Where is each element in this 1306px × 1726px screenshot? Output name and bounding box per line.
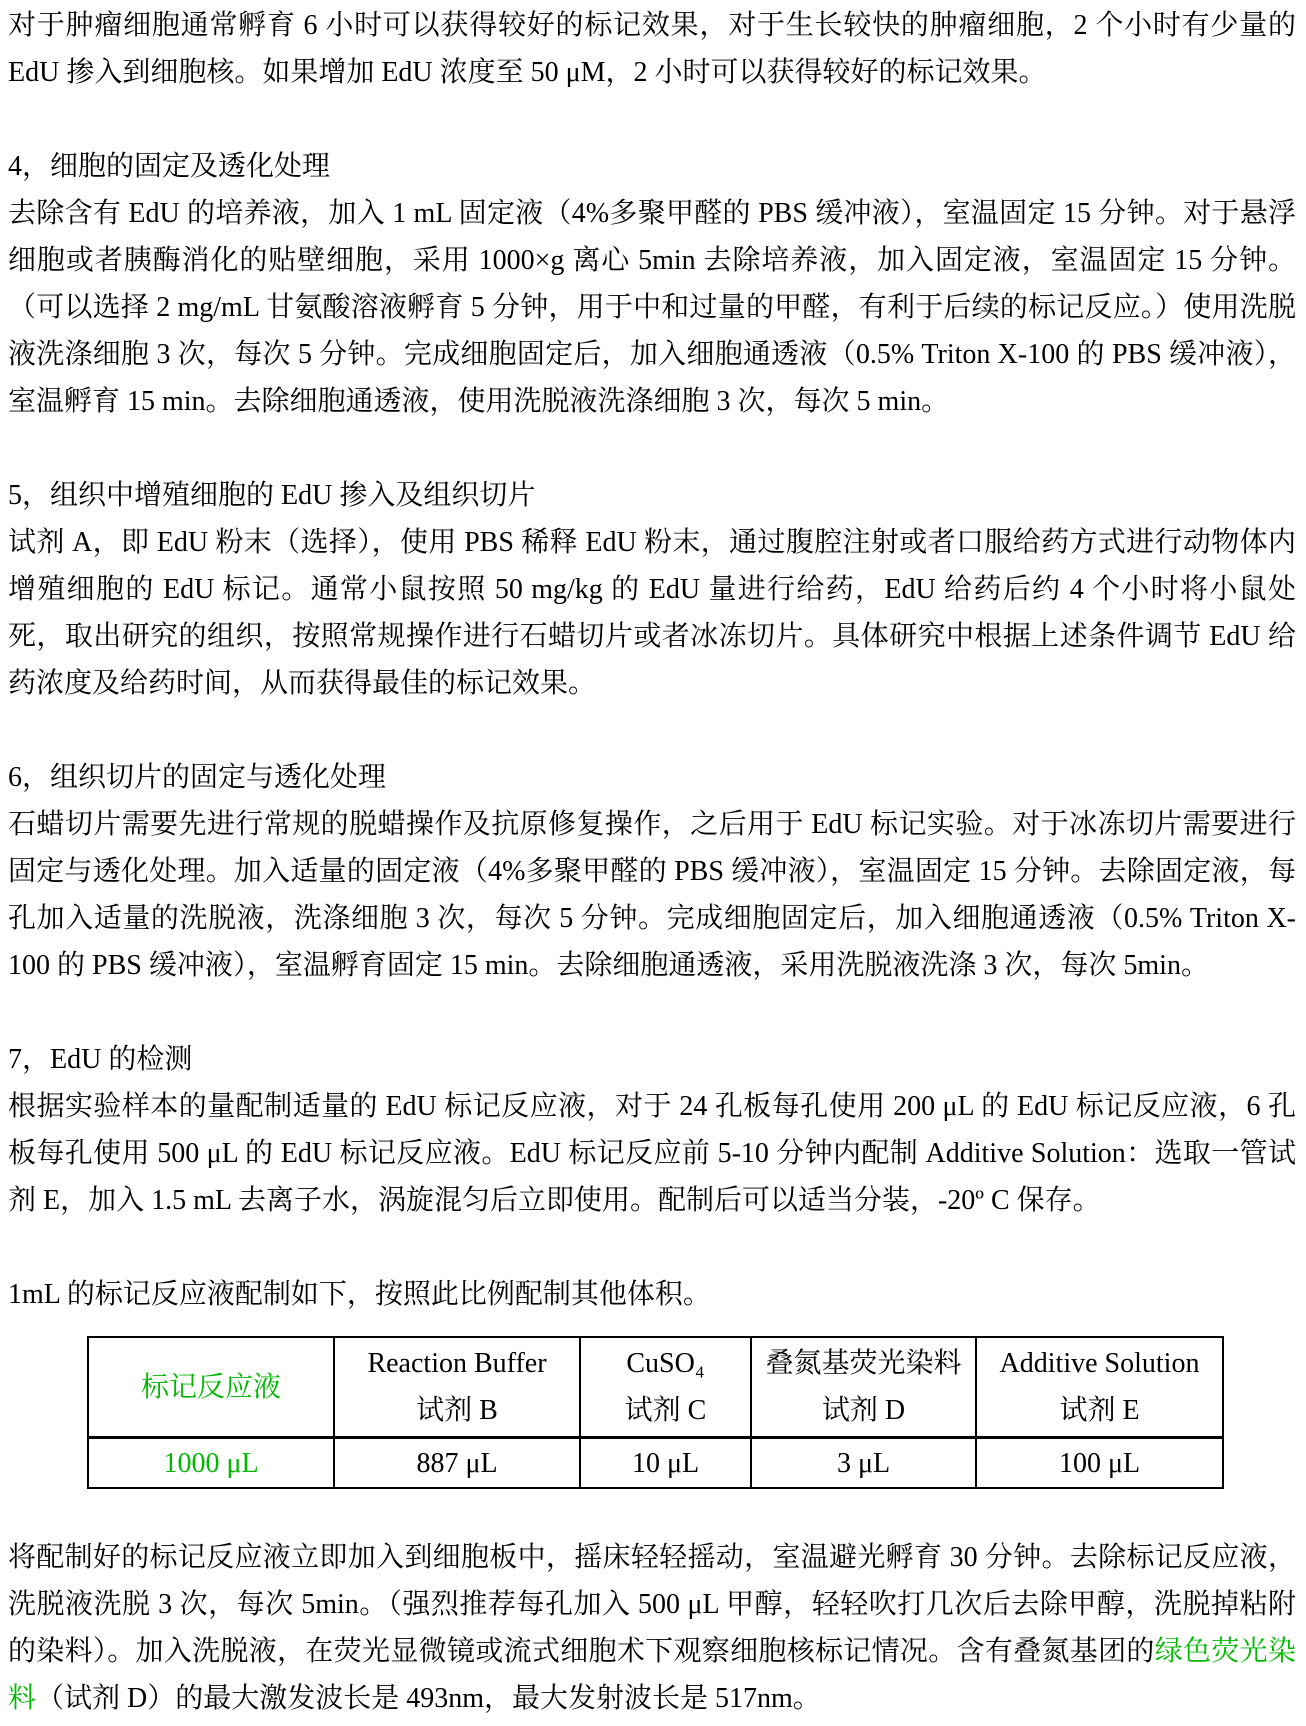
section-5-tissue-edu (8, 472, 1296, 707)
cell-total-volume: 1000 μL (88, 1438, 334, 1489)
section-7-body: 根据实验样本的量配制适量的 EdU 标记反应液，对于 24 孔板每孔使用 200 μL 的 EdU 标记反应液，6 孔板每孔使用 500 μL 的 EdU 标记反应液。EdU 标记反应前 5-10 分钟内配制 Additive Solution：选取一管试剂 E，加入 1.5 mL 去离子水，涡旋混匀后立即使用。配制后可以适当分装，-20º C 保存。 (8, 1091, 1296, 1216)
column-reagent-code: 试剂 C (624, 1395, 707, 1426)
reagent-table-header-reaction-buffer (334, 1337, 580, 1438)
cell-additive-volume: 100 μL (976, 1438, 1223, 1489)
green-dye-phrase: 绿色荧光染料 (8, 1636, 1296, 1714)
section-5-heading: 5，组织中增殖细胞的 EdU 掺入及组织切片 (8, 480, 536, 511)
closing-paragraph (8, 1534, 1296, 1722)
reagent-table-header-cuso4 (580, 1337, 751, 1438)
section-7-edu-detection (8, 1036, 1296, 1224)
section-4-fixation (8, 143, 1296, 425)
column-title: 叠氮基荧光染料 (765, 1348, 962, 1379)
cell-dye-volume: 3 μL (751, 1438, 976, 1489)
reagent-table-header-row (88, 1337, 1223, 1438)
section-6-slice-fixation (8, 754, 1296, 989)
column-reagent-code: 试剂 E (1059, 1395, 1140, 1426)
intro-paragraph: 对于肿瘤细胞通常孵育 6 小时可以获得较好的标记效果，对于生长较快的肿瘤细胞，2 个小时有少量的 EdU 掺入到细胞核。如果增加 EdU 浓度至 50 μM，2 小时可以获得较好的标记效果。 (8, 10, 1296, 88)
reagent-table (87, 1336, 1224, 1489)
section-4-heading: 4，细胞的固定及透化处理 (8, 151, 331, 182)
section-6-heading: 6，组织切片的固定与透化处理 (8, 762, 387, 793)
table-intro: 1mL 的标记反应液配制如下，按照此比例配制其他体积。 (8, 1279, 711, 1310)
column-reagent-code: 试剂 B (416, 1395, 498, 1426)
column-title: Additive Solution (999, 1348, 1200, 1379)
section-5-body: 试剂 A，即 EdU 粉末（选择），使用 PBS 稀释 EdU 粉末，通过腹腔注射或者口服给药方式进行动物体内增殖细胞的 EdU 标记。通常小鼠按照 50 mg/kg 的 EdU 量进行给药，EdU 给药后约 4 个小时将小鼠处死，取出研究的组织，按照常规操作进行石蜡切片或者冰冻切片。具体研究中根据上述条件调节 EdU 给药浓度及给药时间，从而获得最佳的标记效果。 (8, 527, 1296, 699)
column-title: Reaction Buffer (367, 1348, 547, 1379)
reagent-table-row-label: 标记反应液 (88, 1337, 334, 1438)
reagent-table-header-additive-solution (976, 1337, 1223, 1438)
closing-text-before: 将配制好的标记反应液立即加入到细胞板中，摇床轻轻摇动，室温避光孵育 30 分钟。去除标记反应液，洗脱液洗脱 3 次，每次 5min。（强烈推荐每孔加入 500 μL 甲醇，轻轻吹打几次后去除甲醇，洗脱掉粘附的染料）。加入洗脱液，在荧光显微镜或流式细胞术下观察细胞核标记情况。含有叠氮基团的 (8, 1542, 1296, 1667)
section-6-body: 石蜡切片需要先进行常规的脱蜡操作及抗原修复操作，之后用于 EdU 标记实验。对于冰冻切片需要进行固定与透化处理。加入适量的固定液（4%多聚甲醛的 PBS 缓冲液），室温固定 15 分钟。去除固定液，每孔加入适量的洗脱液，洗涤细胞 3 次，每次 5 分钟。完成细胞固定后，加入细胞通透液（0.5% Triton X-100 的 PBS 缓冲液），室温孵育固定 15 min。去除细胞通透液，采用洗脱液洗涤 3 次，每次 5min。 (8, 809, 1296, 981)
section-4-body: 去除含有 EdU 的培养液，加入 1 mL 固定液（4%多聚甲醛的 PBS 缓冲液），室温固定 15 分钟。对于悬浮细胞或者胰酶消化的贴壁细胞，采用 1000×g 离心 5min 去除培养液，加入固定液，室温固定 15 分钟。（可以选择 2 mg/mL 甘氨酸溶液孵育 5 分钟，用于中和过量的甲醛，有利于后续的标记反应。）使用洗脱液洗涤细胞 3 次，每次 5 分钟。完成细胞固定后，加入细胞通透液（0.5% Triton X-100 的 PBS 缓冲液），室温孵育 15 min。去除细胞通透液，使用洗脱液洗涤细胞 3 次，每次 5 min。 (8, 198, 1296, 417)
section-7-heading: 7，EdU 的检测 (8, 1044, 193, 1075)
cell-reaction-buffer-volume: 887 μL (334, 1438, 580, 1489)
column-reagent-code: 试剂 D (821, 1395, 906, 1426)
reagent-table-header-azide-dye (751, 1337, 976, 1438)
cell-cuso4-volume: 10 μL (580, 1438, 751, 1489)
closing-text-after: （试剂 D）的最大激发波长是 493nm，最大发射波长是 517nm。 (36, 1683, 821, 1714)
reagent-table-data-row (88, 1438, 1223, 1489)
column-title: CuSO₄ (626, 1348, 705, 1379)
